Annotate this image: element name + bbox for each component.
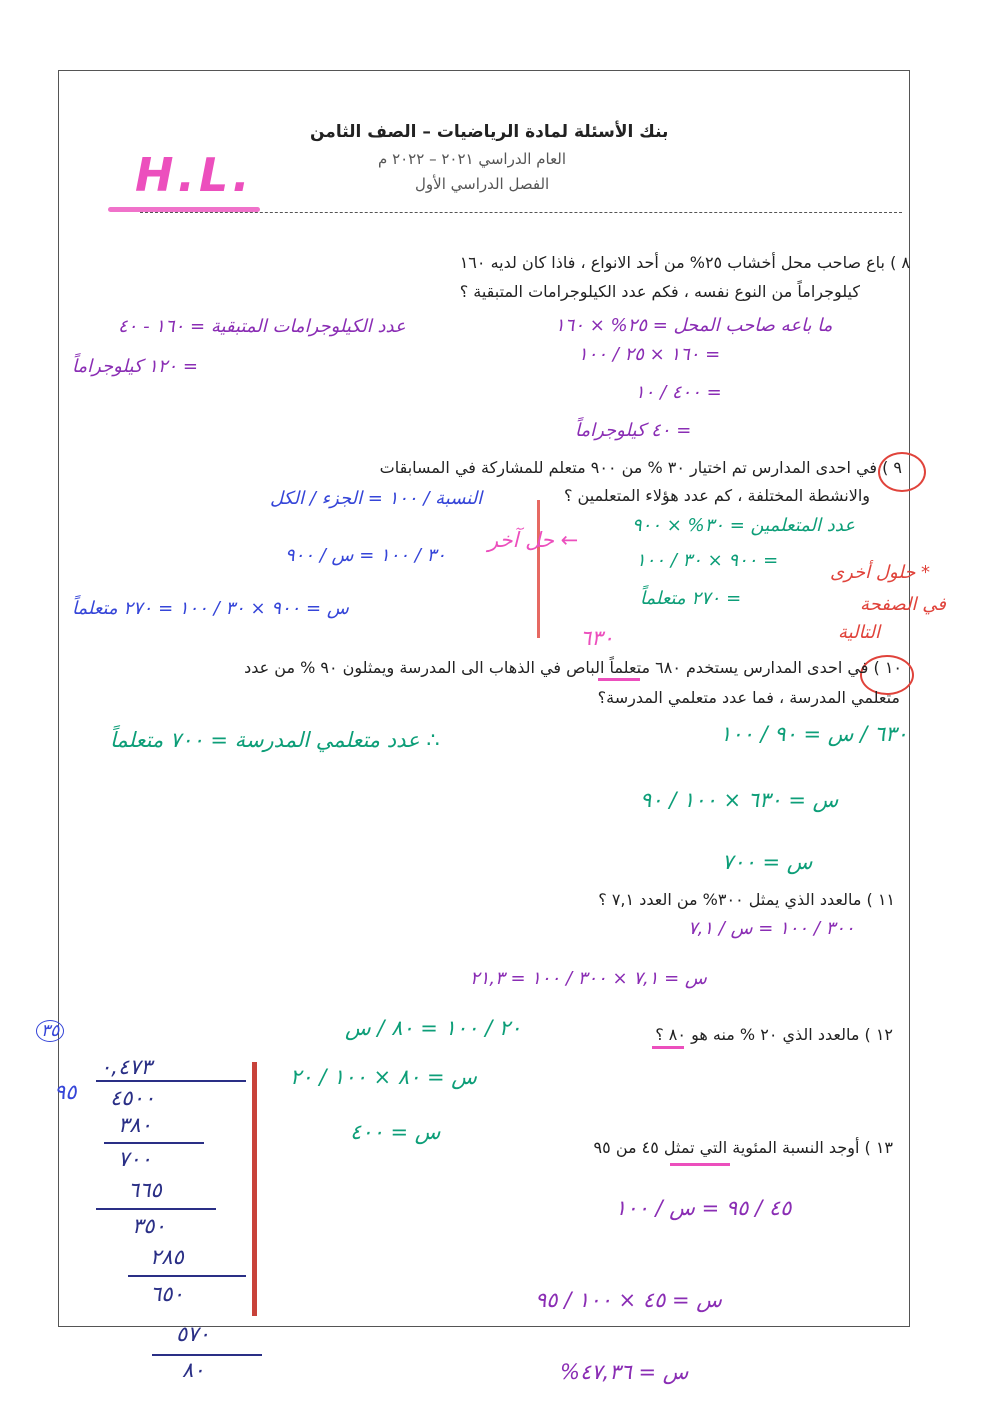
q9-note-line1: * حلول أخرى xyxy=(830,562,931,583)
division-rule-3 xyxy=(128,1275,246,1277)
question-13: ١٣ ) أوجد النسبة المئوية التي تمثل ٤٥ من ٩٥ xyxy=(593,1138,893,1157)
q8-solution-line2: ١٦٠ × ٢٥ / ١٠٠ = xyxy=(578,344,721,365)
q8-solution-line4: = ٤٠ كيلوجراماً xyxy=(575,420,692,441)
q8-solution-line3: ٤٠٠ / ١٠ = xyxy=(635,382,722,403)
page-title: بنك الأسئلة لمادة الرياضيات – الصف الثامن xyxy=(310,122,669,142)
q9-equation1: ٣٠ / ١٠٠ = س / ٩٠٠ xyxy=(285,545,446,566)
division-divisor: ٩٥ xyxy=(54,1080,77,1104)
q9-equation2: س = ٩٠٠ × ٣٠ / ١٠٠ = ٢٧٠ متعلماً xyxy=(72,598,349,619)
division-margin-line xyxy=(252,1062,257,1316)
division-row-3: ٧٠٠ xyxy=(118,1147,152,1171)
division-rule-4 xyxy=(152,1354,262,1356)
division-row-7: ٦٥٠ xyxy=(150,1282,184,1306)
division-rule-2 xyxy=(96,1208,216,1210)
question-11: ١١ ) مالعدد الذي يمثل ٣٠٠% من العدد ٧,١ ؟ xyxy=(598,890,895,909)
q10-correction: ٦٣٠ xyxy=(580,626,614,650)
question-8-line2: كيلوجراماً من النوع نفسه ، فكم عدد الكيلوجرامات المتبقية ؟ xyxy=(459,282,860,301)
q9-alt-line1: عدد المتعلمين = ٣٠% × ٩٠٠ xyxy=(632,515,855,536)
division-row-8: ٥٧٠ xyxy=(176,1322,210,1346)
q9-alt-line3: = ٢٧٠ متعلماً xyxy=(640,588,742,609)
division-bar xyxy=(96,1080,246,1082)
q8-remaining-line1: عدد الكيلوجرامات المتبقية = ١٦٠ - ٤٠ xyxy=(118,316,406,337)
question-10-line2: متعلمي المدرسة ، فما عدد متعلمي المدرسة؟ xyxy=(597,688,900,707)
teacher-logo: H.L. xyxy=(135,148,254,202)
q12-word-underline xyxy=(652,1046,684,1049)
q12-equation1: ٢٠ / ١٠٠ = ٨٠ / س xyxy=(345,1016,522,1040)
q10-number-underline xyxy=(598,678,640,681)
division-row-9: ٨٠ xyxy=(182,1358,205,1382)
q9-note-line3: التالية xyxy=(838,622,880,643)
q9-alt-label: ← حل آخر xyxy=(488,528,579,552)
q13-equation1: ٤٥ / ٩٥ = س / ١٠٠ xyxy=(615,1196,792,1220)
q13-word-underline xyxy=(670,1163,730,1166)
q9-alt-line2: ٩٠٠ × ٣٠ / ١٠٠ = xyxy=(636,550,779,571)
term: الفصل الدراسي الأول xyxy=(415,175,550,193)
q9-proportion-rule: النسبة / ١٠٠ = الجزء / الكل xyxy=(270,488,483,509)
q9-divider-line xyxy=(537,500,540,638)
question-9-line2: والانشطة المختلفة ، كم عدد هؤلاء المتعلمين ؟ xyxy=(563,486,870,505)
q11-equation2: س = ٧,١ × ٣٠٠ / ١٠٠ = ٢١,٣ xyxy=(470,968,707,989)
q8-remaining-line2: = ١٢٠ كيلوجراماً xyxy=(72,356,198,377)
q9-note-line2: في الصفحة xyxy=(860,594,946,615)
q12-equation2: س = ٨٠ × ١٠٠ / ٢٠ xyxy=(290,1065,477,1089)
q12-equation3: س = ٤٠٠ xyxy=(350,1120,441,1144)
division-row-6: ٢٨٥ xyxy=(150,1245,184,1269)
q10-equation1: ٦٣٠ / س = ٩٠ / ١٠٠ xyxy=(720,722,908,746)
q13-equation2: س = ٤٥ × ١٠٠ / ٩٥ xyxy=(535,1288,722,1312)
q11-equation1: ٣٠٠ / ١٠٠ = س / ٧,١ xyxy=(688,918,855,939)
header-divider xyxy=(140,212,902,213)
division-tag: ٣٥ xyxy=(36,1020,64,1042)
division-rule-1 xyxy=(104,1142,204,1144)
q10-equation2: س = ٦٣٠ × ١٠٠ / ٩٠ xyxy=(640,788,839,812)
division-row-1: ٤٥٠٠ xyxy=(110,1086,156,1110)
school-year: العام الدراسي ٢٠٢١ – ٢٠٢٢ م xyxy=(378,150,567,168)
question-12: ١٢ ) مالعدد الذي ٢٠ % منه هو ٨٠ ؟ xyxy=(655,1025,893,1044)
division-row-2: ٣٨٠ xyxy=(118,1113,152,1137)
division-row-4: ٦٦٥ xyxy=(128,1178,162,1202)
question-10: ١٠ ) في احدى المدارس يستخدم ٦٨٠ متعلماً الباص في الذهاب الى المدرسة ويمثلون ٩٠ % من عدد xyxy=(244,658,902,677)
q8-solution-line1: ما باعه صاحب المحل = ٢٥% × ١٦٠ xyxy=(555,315,833,336)
q10-answer: ∴ عدد متعلمي المدرسة = ٧٠٠ متعلماً xyxy=(110,728,440,752)
q10-equation3: س = ٧٠٠ xyxy=(722,850,813,874)
question-8: ٨ ) باع صاحب محل أخشاب ٢٥% من أحد الانواع ، فاذا كان لديه ١٦٠ xyxy=(459,253,910,272)
division-row-5: ٣٥٠ xyxy=(132,1214,166,1238)
question-9: ٩ ) في احدى المدارس تم اختيار ٣٠ % من ٩٠٠ متعلم للمشاركة في المسابقات xyxy=(379,458,902,477)
q13-equation3: س = ٤٧,٣٦% xyxy=(560,1360,689,1384)
division-quotient: ٠,٤٧٣ xyxy=(100,1055,152,1079)
